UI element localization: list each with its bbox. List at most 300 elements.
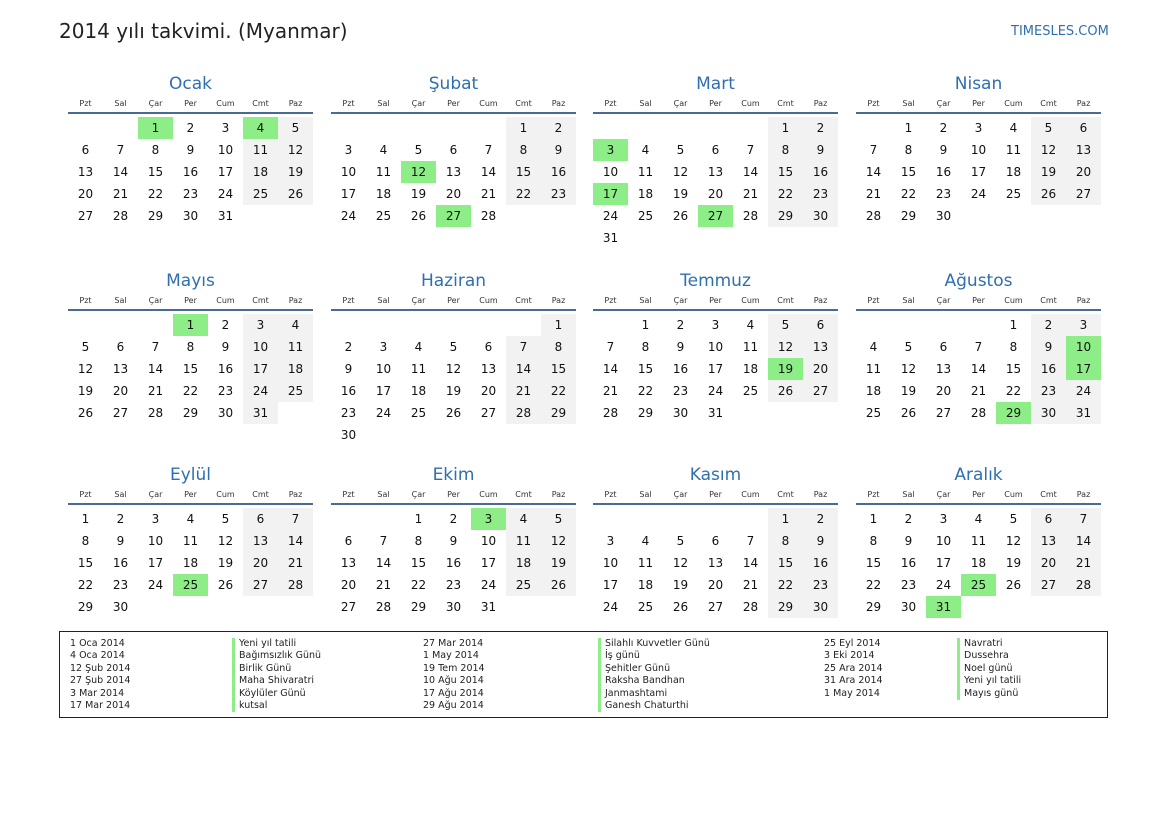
day-cell: 30: [182, 209, 199, 223]
day-cell: 22: [900, 187, 917, 201]
month-block: [68, 73, 313, 227]
day-cell: 30: [112, 600, 129, 614]
day-cell: 22: [637, 384, 654, 398]
day-cell: 6: [803, 314, 838, 336]
day-cell: 7: [116, 143, 125, 157]
day-cell: 29: [147, 209, 164, 223]
day-cell: 27: [707, 600, 724, 614]
day-cell: 16: [900, 556, 917, 570]
day-cell: 12: [217, 534, 234, 548]
day-grid: [68, 314, 313, 424]
day-cell: 19: [541, 552, 576, 574]
holiday-day-cell: 3: [593, 139, 628, 161]
day-cell: 5: [904, 340, 913, 354]
day-grid: [68, 117, 313, 227]
day-cell: 10: [243, 336, 278, 358]
weekday-label: Per: [709, 490, 722, 499]
weekday-label: Per: [184, 99, 197, 108]
day-cell: 2: [344, 340, 353, 354]
legend-holiday-name: Şehitler Günü: [598, 663, 710, 675]
day-cell: 23: [217, 384, 234, 398]
day-cell: 7: [278, 508, 313, 530]
day-cell: 3: [939, 512, 948, 526]
day-cell: 18: [970, 556, 987, 570]
day-cell: 27: [480, 406, 497, 420]
day-cell: 2: [221, 318, 230, 332]
day-cell: 17: [243, 358, 278, 380]
day-cell: 2: [904, 512, 913, 526]
weekday-label: Per: [447, 99, 460, 108]
day-cell: 1: [768, 117, 803, 139]
day-cell: 9: [904, 534, 913, 548]
day-cell: 23: [935, 187, 952, 201]
day-cell: 29: [541, 402, 576, 424]
day-cell: 27: [112, 406, 129, 420]
day-cell: 18: [278, 358, 313, 380]
day-cell: 15: [541, 358, 576, 380]
day-cell: 11: [278, 336, 313, 358]
weekday-header: [593, 96, 838, 114]
day-cell: 9: [939, 143, 948, 157]
day-cell: 6: [449, 143, 458, 157]
day-cell: 12: [278, 139, 313, 161]
day-cell: 25: [506, 574, 541, 596]
day-cell: 13: [112, 362, 129, 376]
day-cell: 14: [1066, 530, 1101, 552]
day-cell: 21: [742, 187, 759, 201]
day-cell: 5: [1031, 117, 1066, 139]
day-cell: 21: [112, 187, 129, 201]
weekday-header: [593, 293, 838, 311]
weekday-label: Çar: [411, 296, 426, 305]
day-cell: 23: [900, 578, 917, 592]
day-cell: 29: [900, 209, 917, 223]
day-cell: 26: [672, 600, 689, 614]
weekday-label: Çar: [673, 490, 688, 499]
day-cell: 10: [147, 534, 164, 548]
day-cell: 6: [116, 340, 125, 354]
weekday-label: Pzt: [867, 490, 880, 499]
day-cell: 13: [77, 165, 94, 179]
weekday-label: Sal: [377, 99, 390, 108]
day-cell: 16: [1031, 358, 1066, 380]
day-grid: [856, 314, 1101, 424]
weekday-header: [856, 293, 1101, 311]
day-cell: 26: [900, 406, 917, 420]
holiday-day-cell: 27: [436, 205, 471, 227]
day-cell: 16: [672, 362, 689, 376]
day-cell: 28: [865, 209, 882, 223]
day-grid: [856, 117, 1101, 227]
holiday-day-cell: 17: [1066, 358, 1101, 380]
day-cell: 25: [637, 209, 654, 223]
day-cell: 17: [217, 165, 234, 179]
day-cell: 4: [506, 508, 541, 530]
day-cell: 25: [865, 406, 882, 420]
day-cell: 30: [935, 209, 952, 223]
day-cell: 16: [935, 165, 952, 179]
day-cell: 2: [541, 117, 576, 139]
day-cell: 30: [1031, 402, 1066, 424]
day-cell: 16: [217, 362, 234, 376]
day-cell: 18: [506, 552, 541, 574]
day-cell: 3: [221, 121, 230, 135]
day-cell: 14: [602, 362, 619, 376]
day-cell: 28: [506, 402, 541, 424]
holiday-day-cell: 25: [961, 574, 996, 596]
holiday-day-cell: 19: [768, 358, 803, 380]
weekday-label: Çar: [411, 99, 426, 108]
holiday-day-cell: 4: [243, 117, 278, 139]
holiday-day-cell: 17: [593, 183, 628, 205]
month-name: Haziran: [420, 271, 487, 291]
day-cell: 15: [900, 165, 917, 179]
day-cell: 15: [506, 161, 541, 183]
holiday-day-cell: 1: [138, 117, 173, 139]
day-cell: 24: [602, 600, 619, 614]
month-name: Şubat: [428, 74, 479, 94]
day-cell: 14: [480, 165, 497, 179]
month-name: Eylül: [169, 465, 212, 485]
weekday-label: Pzt: [79, 99, 92, 108]
day-cell: 1: [81, 512, 90, 526]
weekday-label: Per: [709, 296, 722, 305]
weekday-label: Paz: [551, 490, 566, 499]
day-cell: 8: [869, 534, 878, 548]
day-cell: 16: [182, 165, 199, 179]
day-cell: 11: [637, 556, 654, 570]
month-block: [331, 270, 576, 446]
legend-date: 1 Oca 2014: [70, 638, 125, 649]
weekday-header: [68, 487, 313, 505]
weekday-label: Sal: [902, 490, 915, 499]
day-cell: 28: [970, 406, 987, 420]
day-cell: 2: [676, 318, 685, 332]
day-cell: 26: [445, 406, 462, 420]
weekday-header: [68, 293, 313, 311]
day-cell: 13: [707, 556, 724, 570]
day-cell: 30: [900, 600, 917, 614]
weekday-label: Pzt: [79, 296, 92, 305]
day-cell: 26: [1005, 578, 1022, 592]
day-cell: 4: [414, 340, 423, 354]
weekday-label: Paz: [813, 490, 828, 499]
day-cell: 17: [935, 556, 952, 570]
day-cell: 24: [1066, 380, 1101, 402]
weekday-label: Per: [447, 490, 460, 499]
day-cell: 28: [742, 209, 759, 223]
day-cell: 4: [278, 314, 313, 336]
day-cell: 12: [1031, 139, 1066, 161]
legend-names-col-2: [598, 638, 710, 712]
day-cell: 28: [147, 406, 164, 420]
weekday-label: Cum: [216, 296, 235, 305]
weekday-label: Paz: [813, 296, 828, 305]
day-cell: 11: [375, 165, 392, 179]
day-cell: 30: [672, 406, 689, 420]
day-cell: 4: [974, 512, 983, 526]
day-cell: 21: [278, 552, 313, 574]
day-cell: 14: [742, 556, 759, 570]
weekday-label: Pzt: [604, 490, 617, 499]
day-cell: 24: [707, 384, 724, 398]
holiday-day-cell: 10: [1066, 336, 1101, 358]
day-cell: 13: [803, 336, 838, 358]
day-cell: 28: [375, 600, 392, 614]
day-cell: 29: [77, 600, 94, 614]
day-cell: 20: [112, 384, 129, 398]
day-cell: 5: [449, 340, 458, 354]
day-cell: 20: [1031, 552, 1066, 574]
legend-holiday-name: Maha Shivaratri: [232, 675, 321, 687]
legend-date: 10 Ağu 2014: [423, 675, 484, 687]
weekday-label: Pzt: [79, 490, 92, 499]
weekday-label: Paz: [1076, 490, 1091, 499]
day-cell: 10: [602, 165, 619, 179]
day-cell: 20: [340, 578, 357, 592]
day-cell: 5: [221, 512, 230, 526]
day-cell: 24: [935, 578, 952, 592]
holiday-day-cell: 25: [173, 574, 208, 596]
month-name: Aralık: [954, 465, 1003, 485]
day-cell: 21: [147, 384, 164, 398]
weekday-label: Paz: [288, 296, 303, 305]
day-cell: 23: [803, 183, 838, 205]
day-cell: 29: [410, 600, 427, 614]
weekday-label: Cmt: [1040, 99, 1057, 108]
holiday-day-cell: 3: [471, 508, 506, 530]
day-cell: 2: [1031, 314, 1066, 336]
legend-date: 19 Tem 2014: [423, 662, 485, 674]
weekday-label: Paz: [288, 490, 303, 499]
day-cell: 11: [506, 530, 541, 552]
day-cell: 2: [803, 508, 838, 530]
day-cell: 21: [742, 578, 759, 592]
day-cell: 10: [970, 143, 987, 157]
day-cell: 30: [803, 205, 838, 227]
legend-dates-col-2: [423, 638, 485, 712]
legend-holiday-name: Navratri: [957, 638, 1021, 650]
day-cell: 10: [602, 556, 619, 570]
month-name: Mart: [696, 74, 735, 94]
day-cell: 19: [900, 384, 917, 398]
day-cell: 26: [217, 578, 234, 592]
day-cell: 15: [1005, 362, 1022, 376]
weekday-label: Per: [184, 296, 197, 305]
day-cell: 18: [742, 362, 759, 376]
day-cell: 9: [676, 340, 685, 354]
day-cell: 3: [711, 318, 720, 332]
day-cell: 19: [672, 187, 689, 201]
weekday-label: Cum: [216, 490, 235, 499]
day-cell: 13: [707, 165, 724, 179]
day-cell: 13: [243, 530, 278, 552]
day-cell: 27: [77, 209, 94, 223]
day-cell: 11: [742, 340, 759, 354]
day-cell: 16: [541, 161, 576, 183]
legend-date: 29 Ağu 2014: [423, 700, 484, 712]
day-cell: 22: [147, 187, 164, 201]
day-cell: 28: [1066, 574, 1101, 596]
day-cell: 1: [904, 121, 913, 135]
day-cell: 9: [541, 139, 576, 161]
day-cell: 5: [676, 143, 685, 157]
day-grid: [331, 117, 576, 227]
day-cell: 15: [77, 556, 94, 570]
day-cell: 29: [182, 406, 199, 420]
day-cell: 23: [445, 578, 462, 592]
weekday-label: Per: [447, 296, 460, 305]
day-cell: 1: [541, 314, 576, 336]
day-cell: 24: [217, 187, 234, 201]
day-cell: 24: [375, 406, 392, 420]
day-cell: 7: [974, 340, 983, 354]
day-cell: 23: [112, 578, 129, 592]
day-cell: 15: [768, 161, 803, 183]
weekday-label: Per: [709, 99, 722, 108]
month-name: Mayıs: [166, 271, 215, 291]
legend-date: 3 Eki 2014: [824, 650, 875, 662]
month-block: [68, 270, 313, 424]
weekday-label: Pzt: [342, 99, 355, 108]
weekday-label: Çar: [673, 296, 688, 305]
day-cell: 24: [602, 209, 619, 223]
month-block: [331, 73, 576, 227]
day-cell: 11: [970, 534, 987, 548]
day-cell: 21: [375, 578, 392, 592]
legend-dates-col-1: [70, 638, 130, 712]
weekday-label: Paz: [288, 99, 303, 108]
day-cell: 24: [480, 578, 497, 592]
day-cell: 26: [541, 574, 576, 596]
legend-holiday-name: Birlik Günü: [232, 663, 321, 675]
day-cell: 7: [746, 534, 755, 548]
site-link[interactable]: TIMESLES.COM: [1011, 24, 1109, 39]
day-cell: 26: [278, 183, 313, 205]
day-cell: 11: [637, 165, 654, 179]
day-cell: 3: [606, 534, 615, 548]
day-cell: 17: [340, 187, 357, 201]
weekday-label: Sal: [114, 490, 127, 499]
month-name: Ağustos: [944, 271, 1013, 291]
day-grid: [593, 117, 838, 249]
day-cell: 13: [1066, 139, 1101, 161]
weekday-label: Sal: [902, 296, 915, 305]
day-cell: 10: [707, 340, 724, 354]
month-name: Kasım: [689, 465, 742, 485]
weekday-label: Cum: [741, 99, 760, 108]
day-cell: 9: [1031, 336, 1066, 358]
day-cell: 25: [243, 183, 278, 205]
day-cell: 3: [974, 121, 983, 135]
weekday-label: Pzt: [604, 296, 617, 305]
legend-holiday-name: Yeni yıl tatili: [232, 638, 321, 650]
weekday-label: Sal: [114, 296, 127, 305]
day-cell: 12: [672, 165, 689, 179]
legend-date: 27 Mar 2014: [423, 638, 484, 649]
weekday-label: Cmt: [1040, 296, 1057, 305]
weekday-label: Paz: [1076, 99, 1091, 108]
day-cell: 6: [1031, 508, 1066, 530]
day-cell: 21: [480, 187, 497, 201]
day-cell: 8: [541, 336, 576, 358]
weekday-label: Cum: [741, 296, 760, 305]
weekday-label: Cum: [1004, 99, 1023, 108]
day-cell: 30: [340, 428, 357, 442]
day-cell: 25: [742, 384, 759, 398]
day-cell: 28: [480, 209, 497, 223]
day-cell: 20: [707, 578, 724, 592]
day-cell: 14: [375, 556, 392, 570]
day-cell: 25: [1005, 187, 1022, 201]
day-cell: 16: [803, 161, 838, 183]
day-cell: 12: [445, 362, 462, 376]
day-cell: 1: [506, 117, 541, 139]
weekday-label: Per: [972, 296, 985, 305]
day-cell: 1: [869, 512, 878, 526]
weekday-label: Cum: [1004, 490, 1023, 499]
day-cell: 13: [340, 556, 357, 570]
day-cell: 4: [746, 318, 755, 332]
day-cell: 20: [707, 187, 724, 201]
day-cell: 7: [506, 336, 541, 358]
weekday-label: Pzt: [867, 296, 880, 305]
day-cell: 1: [414, 512, 423, 526]
day-cell: 7: [484, 143, 493, 157]
day-cell: 8: [641, 340, 650, 354]
legend-names-col-3: [957, 638, 1021, 700]
day-cell: 22: [768, 183, 803, 205]
month-name: Ekim: [432, 465, 475, 485]
day-cell: 8: [186, 340, 195, 354]
day-cell: 28: [278, 574, 313, 596]
day-cell: 21: [1066, 552, 1101, 574]
day-cell: 23: [182, 187, 199, 201]
day-cell: 15: [410, 556, 427, 570]
day-cell: 26: [77, 406, 94, 420]
day-cell: 4: [641, 534, 650, 548]
day-cell: 29: [768, 205, 803, 227]
legend-date: 25 Ara 2014: [824, 662, 883, 674]
day-cell: 22: [410, 578, 427, 592]
day-cell: 28: [112, 209, 129, 223]
day-cell: 12: [541, 530, 576, 552]
day-cell: 18: [637, 187, 654, 201]
legend-date: 1 May 2014: [423, 650, 479, 662]
legend-holiday-name: Yeni yıl tatili: [957, 675, 1021, 687]
day-cell: 19: [217, 556, 234, 570]
day-cell: 1: [641, 318, 650, 332]
day-cell: 31: [243, 402, 278, 424]
day-cell: 2: [939, 121, 948, 135]
day-cell: 8: [768, 530, 803, 552]
day-cell: 20: [935, 384, 952, 398]
day-cell: 28: [602, 406, 619, 420]
weekday-label: Cmt: [252, 296, 269, 305]
day-cell: 13: [445, 165, 462, 179]
weekday-header: [593, 487, 838, 505]
day-cell: 27: [340, 600, 357, 614]
weekday-label: Cmt: [777, 296, 794, 305]
day-cell: 10: [935, 534, 952, 548]
day-cell: 4: [641, 143, 650, 157]
day-cell: 8: [1009, 340, 1018, 354]
day-cell: 24: [970, 187, 987, 201]
day-cell: 14: [112, 165, 129, 179]
weekday-label: Paz: [813, 99, 828, 108]
weekday-header: [856, 487, 1101, 505]
day-grid: [856, 508, 1101, 618]
